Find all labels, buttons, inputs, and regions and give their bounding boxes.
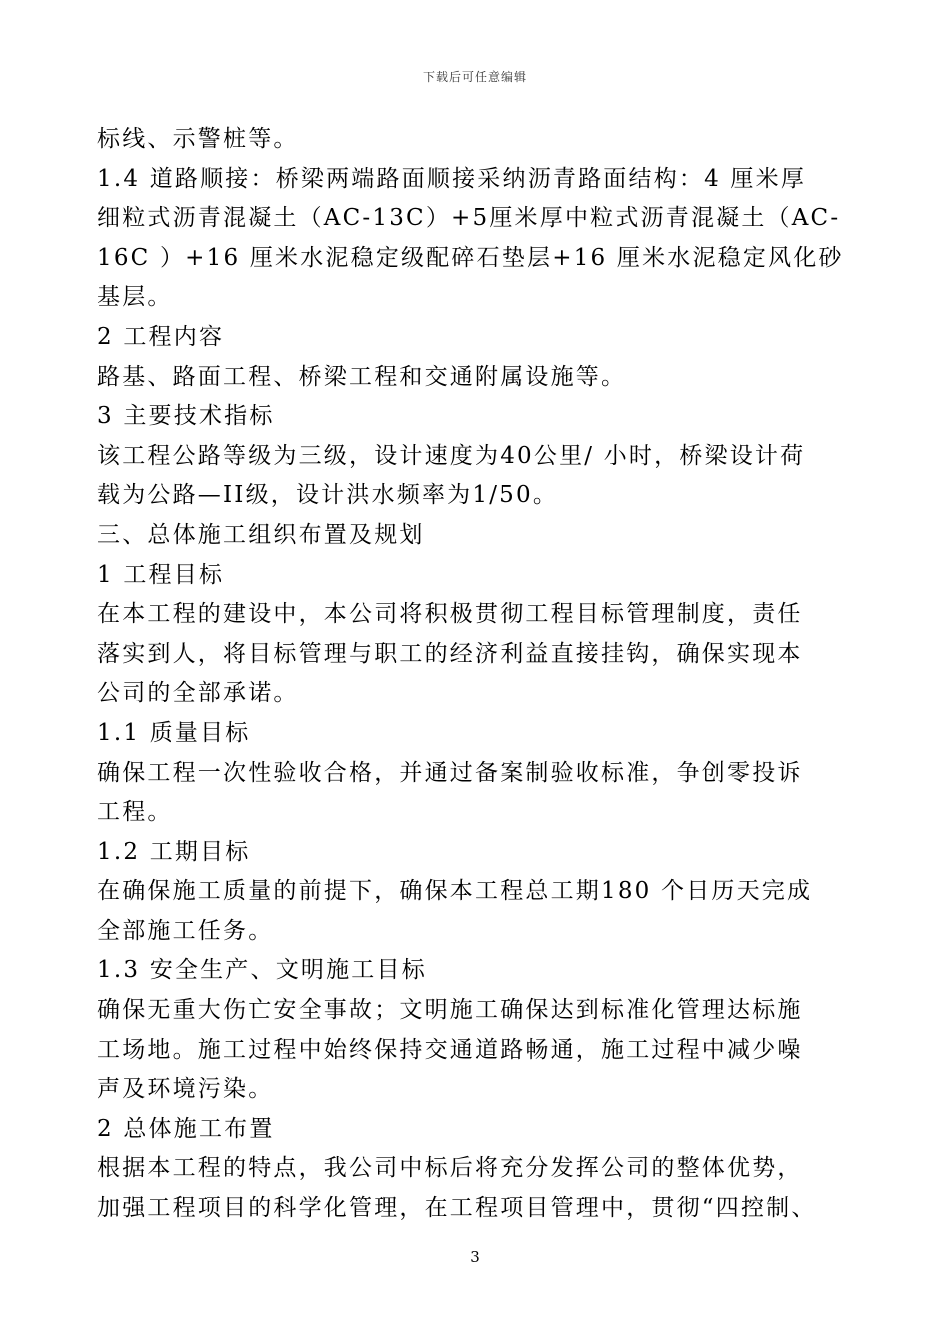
text-line: 载为公路—II级，设计洪水频率为1/50。 [97,482,559,509]
text-line: 工场地。施工过程中始终保持交通道路畅通，施工过程中减少噪 [97,1036,803,1063]
text-line: 根据本工程的特点，我公司中标后将充分发挥公司的整体优势， [97,1155,803,1182]
text-line: 确保无重大伤亡安全事故；文明施工确保达到标准化管理达标施 [97,997,803,1024]
subsection-heading: 1.1 质量目标 [97,719,251,746]
section-heading: 2 总体施工布置 [97,1115,275,1142]
text-line: 落实到人，将目标管理与职工的经济利益直接挂钩，确保实现本 [97,640,803,667]
text-line: 工程。 [97,799,173,826]
section-heading: 1 工程目标 [97,561,225,588]
header-note: 下载后可任意编辑 [422,70,527,84]
text-line: 16C ）+16 厘米水泥稳定级配碎石垫层+16 厘米水泥稳定风化砂 [97,244,844,271]
section-heading: 2 工程内容 [97,323,225,350]
chapter-heading: 三、总体施工组织布置及规划 [97,521,425,548]
page-number: 3 [470,1248,480,1266]
subsection-heading: 1.2 工期目标 [97,838,251,865]
text-line: 该工程公路等级为三级，设计速度为40公里/ 小时，桥梁设计荷 [97,442,806,469]
text-line: 在确保施工质量的前提下，确保本工程总工期180 个日历天完成 [97,878,813,905]
text-line: 基层。 [97,284,173,311]
text-line: 公司的全部承诺。 [97,680,299,707]
text-line: 加强工程项目的科学化管理，在工程项目管理中，贯彻“四控制、 [97,1195,817,1222]
text-line: 1.4 道路顺接：桥梁两端路面顺接采纳沥青路面结构：4 厘米厚 [97,165,807,192]
text-line: 路基、路面工程、桥梁工程和交通附属设施等。 [97,363,627,390]
text-line: 声及环境污染。 [97,1076,274,1103]
text-line: 全部施工任务。 [97,917,274,944]
text-line: 标线、示警桩等。 [97,126,299,152]
body-text [97,120,857,1229]
subsection-heading: 1.3 安全生产、文明施工目标 [97,957,427,984]
text-line: 细粒式沥青混凝土（AC-13C）+5厘米厚中粒式沥青混凝土（AC- [97,205,841,232]
section-heading: 3 主要技术指标 [97,403,275,430]
text-line: 在本工程的建设中，本公司将积极贯彻工程目标管理制度，责任 [97,601,803,628]
text-line: 确保工程一次性验收合格，并通过备案制验收标准，争创零投诉 [97,759,803,786]
